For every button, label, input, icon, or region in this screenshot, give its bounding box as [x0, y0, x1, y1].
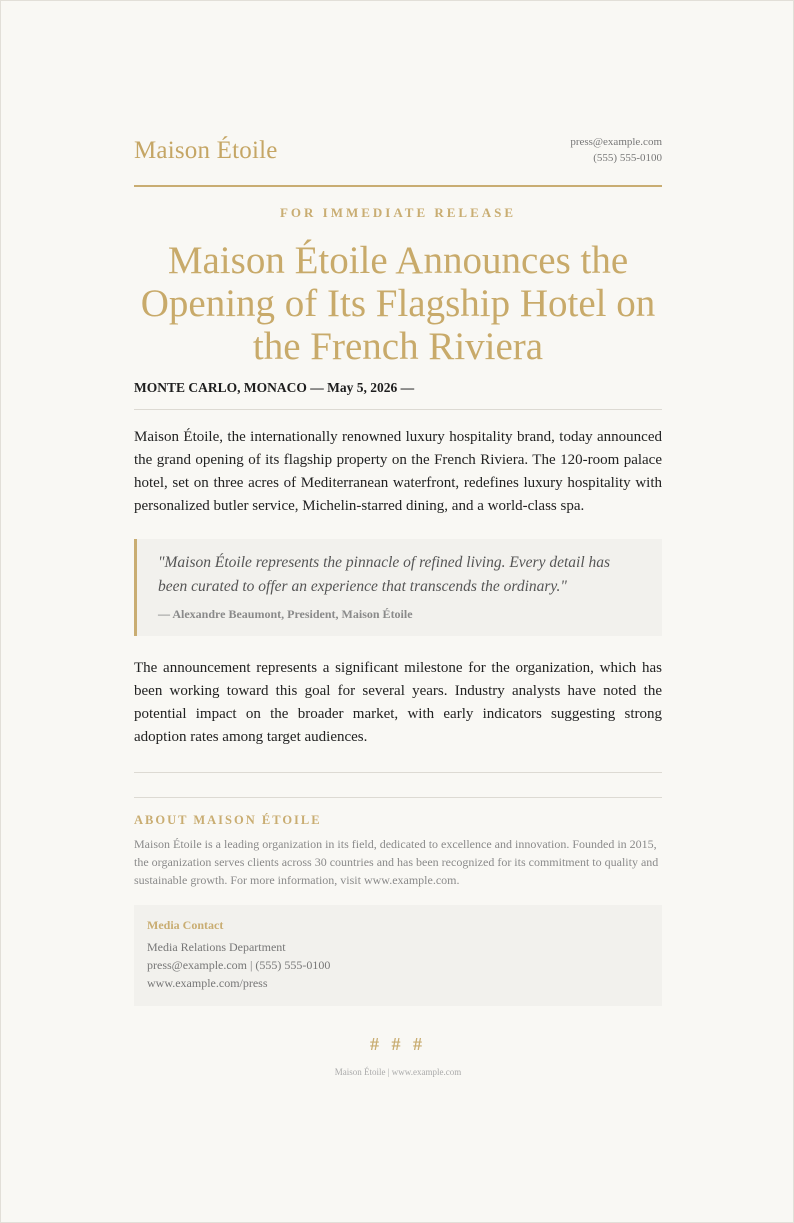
headline: Maison Étoile Announces the Opening of Its Flagship Hotel on the French Riviera	[140, 239, 656, 368]
end-mark: # # #	[370, 1034, 426, 1054]
divider	[134, 772, 662, 773]
media-contact-website: www.example.com/press	[147, 976, 268, 990]
media-contact-details: press@example.com | (555) 555-0100	[147, 958, 331, 972]
media-contact-department: Media Relations Department	[147, 940, 286, 954]
release-label: FOR IMMEDIATE RELEASE	[279, 205, 517, 220]
body-paragraph-2: The announcement represents a significant milestone for the organization, which has been working toward this goal for several years. Industry analysts have noted the potential impact on the broader market, with early indicators suggesting strong adoption rates among target audiences.	[134, 660, 662, 745]
media-contact-title: Media Contact	[147, 918, 224, 932]
about-title: ABOUT MAISON ÉTOILE	[134, 813, 322, 827]
header-email: press@example.com	[570, 136, 662, 148]
body-paragraph-1: Maison Étoile, the internationally renowned luxury hospitality brand, today announced the grand opening of its flagship property on the French Riviera. The 120-room palace hotel, set on three acres of Mediterranean waterfront, redefines luxury hospitality with personalized butler service, Michelin-starred dining, and a world-class spa.	[134, 429, 662, 514]
brand-name: Maison Étoile	[134, 137, 278, 164]
about-text: Maison Étoile is a leading organization in its field, dedicated to excellence and innovation. Founded in 2015, the organization serves clients across 30 countries and has been recognized for its commitment to quality and sustainable growth. For more information, visit www.example.com.	[134, 837, 659, 887]
quote-text: "Maison Étoile represents the pinnacle of refined living. Every detail has been curated to offer an experience that transcends the ordinary."	[158, 554, 611, 595]
quote-attribution: — Alexandre Beaumont, President, Maison Étoile	[158, 607, 413, 621]
pull-quote	[134, 539, 662, 636]
footer: Maison Étoile | www.example.com	[334, 1067, 462, 1077]
header-phone: (555) 555-0100	[593, 152, 662, 164]
media-contact-box	[134, 905, 662, 1006]
divider	[134, 797, 662, 798]
letterhead	[134, 127, 662, 187]
header-contact	[570, 134, 662, 166]
press-release-content	[134, 127, 662, 1077]
dateline: MONTE CARLO, MONACO — May 5, 2026 —	[134, 380, 662, 410]
